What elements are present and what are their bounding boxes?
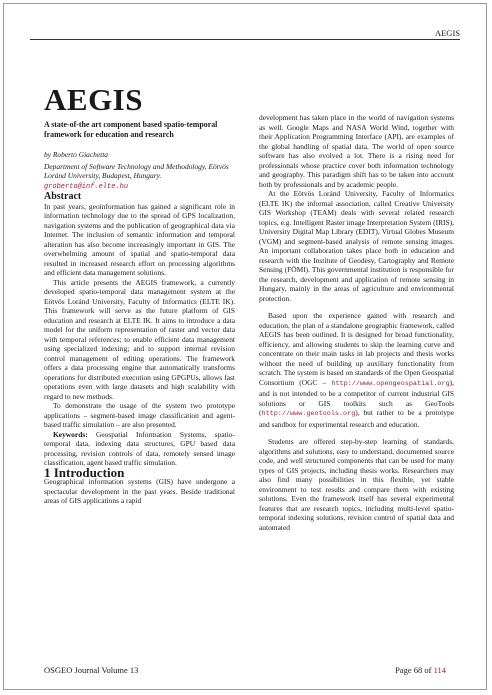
footer-page-prefix: Page 68 of xyxy=(395,665,434,675)
total-pages-link[interactable]: 114 xyxy=(433,665,446,675)
author-line: by Roberto Giachetta xyxy=(44,150,109,159)
author-affiliation xyxy=(44,162,235,193)
footer-page-number xyxy=(395,665,446,675)
page-frame xyxy=(3,3,487,690)
body-paragraph-3-part-b: ), and is not intended to be a competitor of current industrial GIS solutions or GIS toolkits such as GeoTools ( xyxy=(259,377,454,417)
left-column xyxy=(44,120,235,506)
header-rule xyxy=(30,39,460,40)
body-paragraph-3-part-a: Based upon the experience gained with research and education, the plan of a standalone geographic framework, called AEGIS has been outlined. It is designed for broad functionality, efficiency, and allowing students to skip the learning curve and concentrate on their main tasks in lab projects and thesis works without the need of building up auxiliary functionality from scratch. The system is based on standards of the Open Geospatial Consortium (OGC – xyxy=(259,311,454,387)
abstract-paragraph-2: This article presents the AEGIS framework, a currently developed spatio-temporal data management system at the Eötvös Loránd University, Faculty of Informatics (ELTE IK). This framework will serve as the future platform of GIS education and research at ELTE IK. It aims to introduce a data model for the uniform representation of raster and vector data with temporal references; to enable efficient data management using specialized indexing; and to support internal revision control management of editing operations. The framework offers a data processing engine that automatically transforms operations for distributed execution using GPGPUs, allows fast operations even with large datasets and high scalability with regard to new methods. xyxy=(44,277,235,401)
geotools-link[interactable]: http://www.geotools.org xyxy=(261,410,356,418)
article-title: AEGIS xyxy=(44,82,143,117)
body-paragraph-2: At the Eötvös Loránd University, Faculty of Informatics (ELTE IK) the informal association, called Creative University GIS Workshop (TEAM) deals with several related research topics, e.g. Intelligent Raster image Interpretation System (IRIS), University Digital Map Library (EDIT), Virtual Globes Museum (VGM) and segment-based analysis of remote sensing images. An important collaboration takes place both in education and research with the Institute of Geodesy, Cartography and Remote Sensing (FÖMI). This governmental institution is responsible for the research, development and application of remote sensing in Hungary, mainly in the areas of agriculture and environmental protection. xyxy=(259,189,454,303)
affiliation-text: Department of Software Technology and Methodology, Eötvös Loránd University, Budapest, Hungary. xyxy=(44,161,229,180)
section-heading-introduction: 1 Introduction xyxy=(44,464,125,480)
right-column xyxy=(259,113,454,532)
intro-paragraph-1: Geographical information systems (GIS) have undergone a spectacular development in the past years. Beside traditional areas of GIS applications a rapid xyxy=(44,477,235,505)
abstract-paragraph-3: To demonstrate the usage of the system two prototype applications – segment-based image classification and agent-based traffic simulation – are also presented. xyxy=(44,401,235,429)
body-paragraph-3-part-c: ), but rather to be a prototype and sandbox for experimental research and education. xyxy=(259,408,454,429)
abstract-paragraph-1: In past years, geoinformation has gained a significant role in information technology due to the spread of GPS localization, navigation systems and the publication of geographical data via Internet. The inclusion of semantic information and temporal alteration has also become increasingly important in GIS. The overwhelming amount of spatial and spatio-temporal data resulted in increased research effort on processing algorithms and efficient data management solutions. xyxy=(44,201,235,277)
author-email-link[interactable]: groberto@inf.elte.hu xyxy=(44,182,129,191)
body-paragraph-4: Students are offered step-by-step learning of standards, algorithms and solutions, easy to understand, documented source code, and well structured components that can be used for many types of GIS projects, including thesis works. Researchers may also find many possibilities in this flexible, yet stable environment to test results and compare them with existing solutions. Even the framework itself has several experimental features that are research topics, including multi-level spatio-temporal indexing solutions, revision control of spatial data and automated xyxy=(259,437,454,532)
opengeospatial-link[interactable]: http://www.opengeospatial.org xyxy=(331,379,450,388)
keywords-label: Keywords: xyxy=(53,429,88,439)
keywords-text: Geospatial Information Systems, spatio-temporal data, indexing data structures, GPU based data processing, revision controls of data, remotely sensed image classification, agent based traffic simulation. xyxy=(44,429,235,467)
keywords-paragraph xyxy=(44,430,235,468)
body-paragraph-3 xyxy=(259,311,454,429)
article-subtitle: A state-of-the art component based spatio-temporal framework for education and research xyxy=(44,120,218,139)
running-head: AEGIS xyxy=(434,28,460,38)
body-paragraph-1: development has taken place in the world of navigation systems as well. Google Maps and NASA World Wind, together with their Application Programming Interface (API), are examples of the global handling of spatial data. The world of open source software has also evolved a lot. There is a rising need for professionals whose practice cover both information technology and geography. This paradigm shift has to be taken into account both by professionals and by academic people. xyxy=(259,113,454,189)
abstract-heading: Abstract xyxy=(44,191,82,202)
footer-journal: OSGEO Journal Volume 13 xyxy=(44,665,139,675)
